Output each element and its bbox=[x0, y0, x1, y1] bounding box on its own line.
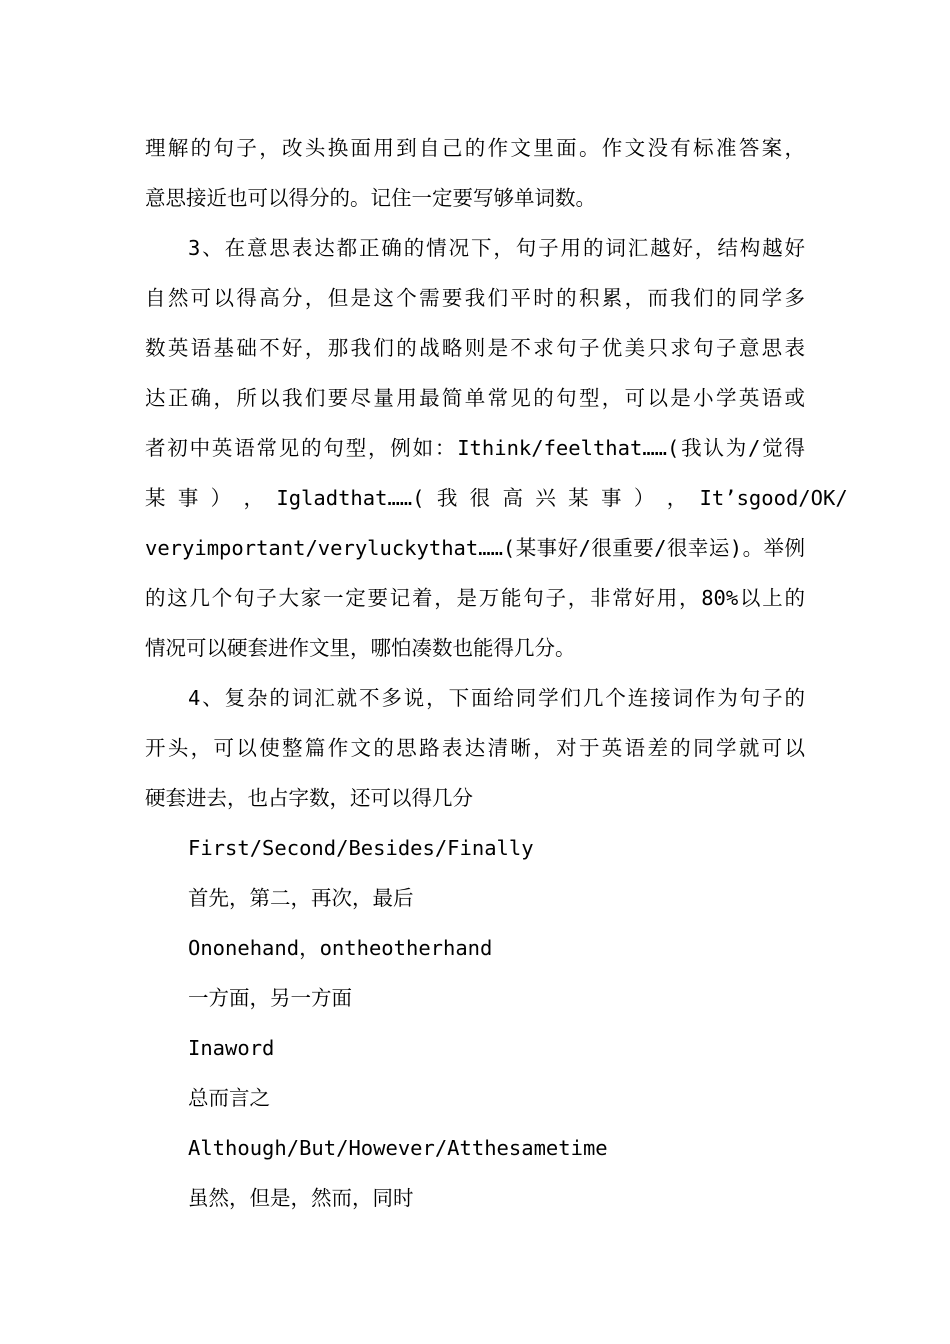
phrase-chinese: 一方面，另一方面 bbox=[188, 986, 352, 1010]
paragraph-line: 的这几个句子大家一定要记着，是万能句子，非常好用，80%以上的 bbox=[145, 586, 805, 610]
paragraph-line: 者初中英语常见的句型，例如：Ithink/feelthat……(我认为/觉得 bbox=[145, 436, 805, 460]
paragraph-line: 达正确，所以我们要尽量用最简单常见的句型，可以是小学英语或 bbox=[145, 386, 805, 410]
paragraph-line: 4、复杂的词汇就不多说，下面给同学们几个连接词作为句子的 bbox=[188, 686, 805, 710]
phrase-chinese: 虽然，但是，然而，同时 bbox=[188, 1186, 414, 1210]
paragraph-line: 数英语基础不好，那我们的战略则是不求句子优美只求句子意思表 bbox=[145, 336, 805, 360]
paragraph-line: 意思接近也可以得分的。记住一定要写够单词数。 bbox=[145, 186, 596, 210]
paragraph-line: veryimportant/veryluckythat……(某事好/很重要/很幸运)。举例 bbox=[145, 536, 805, 560]
phrase-english: Inaword bbox=[188, 1036, 275, 1060]
paragraph-line: 硬套进去，也占字数，还可以得几分 bbox=[145, 786, 473, 810]
phrase-english: First/Second/Besides/Finally bbox=[188, 836, 534, 860]
phrase-english: Ononehand，ontheotherhand bbox=[188, 936, 493, 960]
phrase-chinese: 总而言之 bbox=[188, 1086, 270, 1110]
paragraph-line: 某 事 ） ， Igladthat……( 我 很 高 兴 某 事 ） ， It’sgood/OK/ bbox=[145, 486, 848, 510]
phrase-english: Although/But/However/Atthesametime bbox=[188, 1136, 608, 1160]
paragraph-line: 自然可以得高分，但是这个需要我们平时的积累，而我们的同学多 bbox=[145, 286, 805, 310]
phrase-chinese: 首先，第二，再次，最后 bbox=[188, 886, 414, 910]
paragraph-line: 开头，可以使整篇作文的思路表达清晰，对于英语差的同学就可以 bbox=[145, 736, 805, 760]
paragraph-line: 3、在意思表达都正确的情况下，句子用的词汇越好，结构越好 bbox=[188, 236, 805, 260]
paragraph-line: 理解的句子，改头换面用到自己的作文里面。作文没有标准答案， bbox=[145, 136, 805, 160]
paragraph-line: 情况可以硬套进作文里，哪怕凑数也能得几分。 bbox=[145, 636, 576, 660]
